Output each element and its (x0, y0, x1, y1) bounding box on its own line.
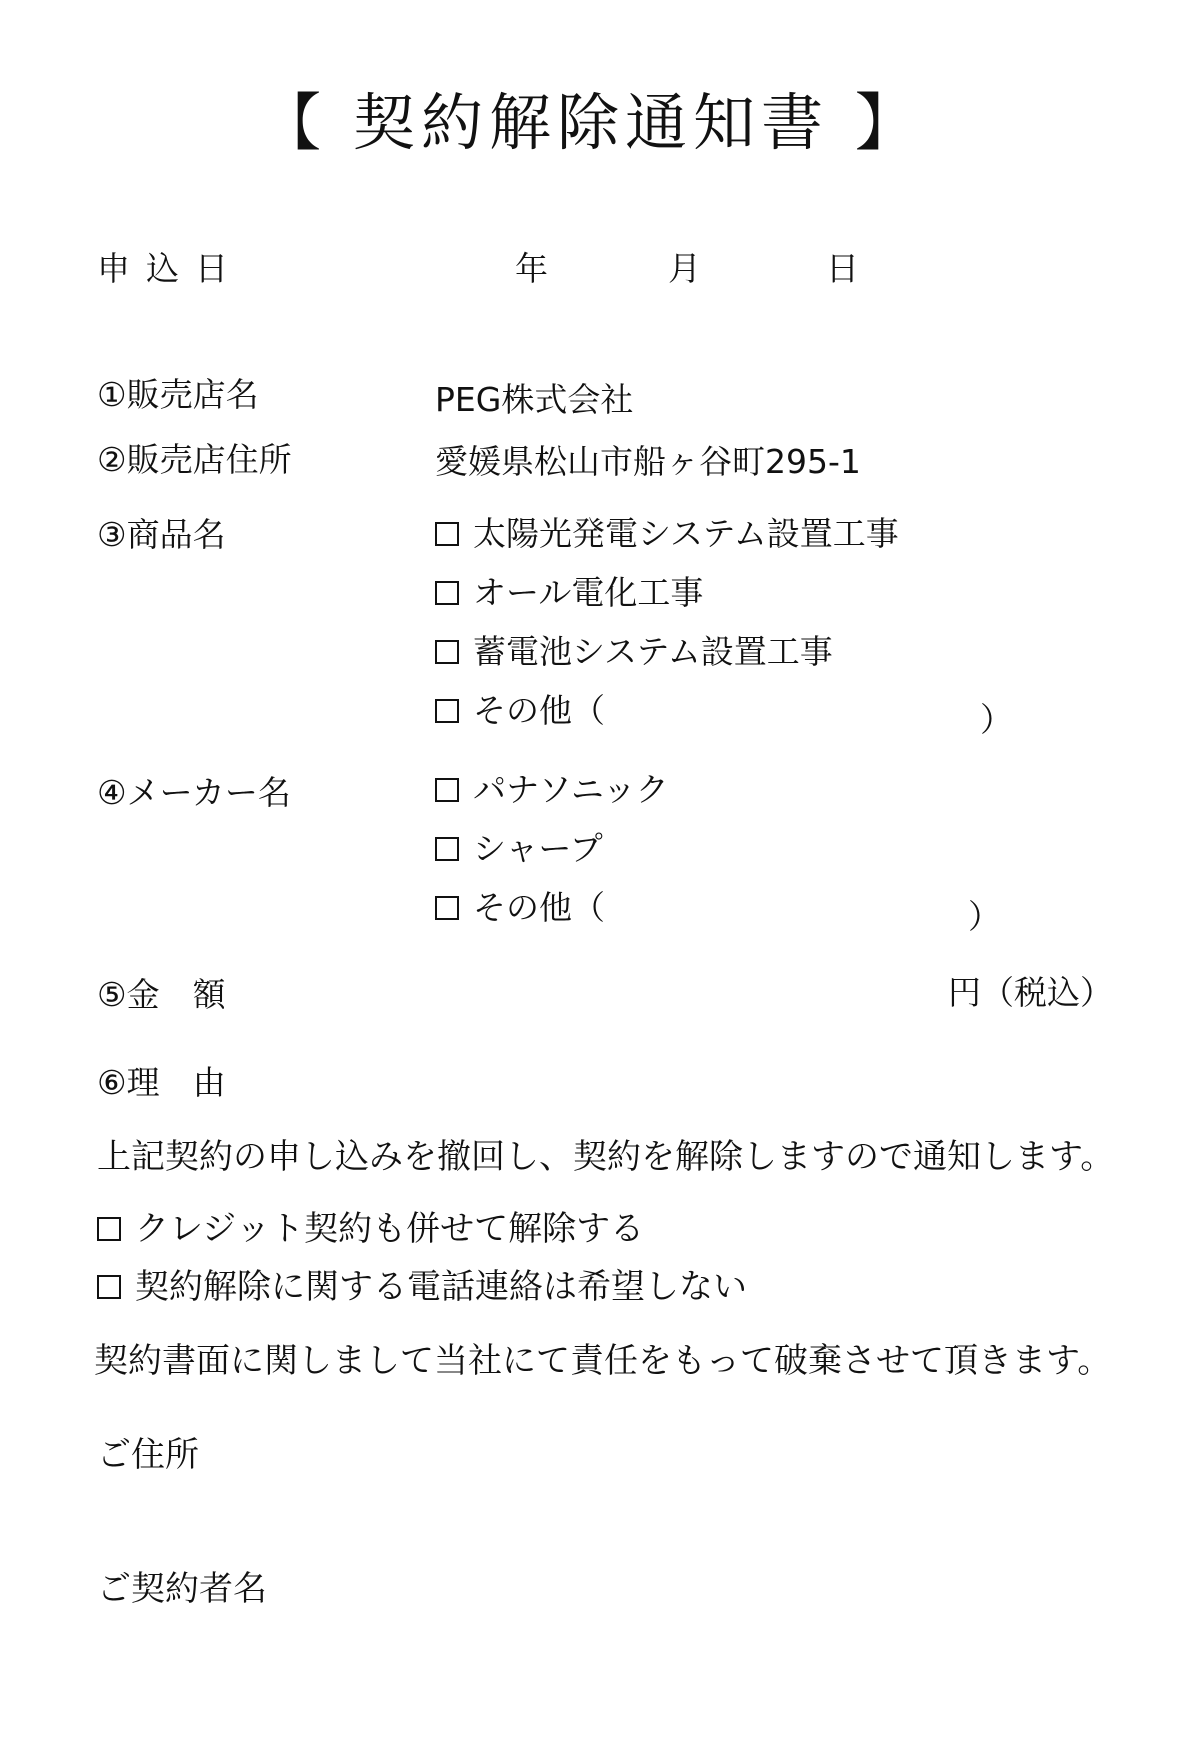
store-name-value: PEG株式会社 (435, 380, 634, 419)
month-label: 月 (668, 249, 701, 288)
product-name-label: ③商品名 (97, 515, 226, 554)
disposal-note: 契約書面に関しまして当社にて責任をもって破棄させて頂きます。 (94, 1341, 1112, 1381)
checkbox[interactable] (435, 778, 459, 802)
amount-label: ⑤金 額 (97, 975, 226, 1014)
product-option-label: 太陽光発電システム設置工事 (473, 514, 899, 553)
checkbox[interactable] (97, 1217, 121, 1241)
maker-name-label: ④メーカー名 (97, 773, 291, 812)
address-label: ご住所 (97, 1435, 199, 1475)
checkbox[interactable] (435, 699, 459, 723)
checkbox[interactable] (435, 640, 459, 664)
product-option-label: 蓄電池システム設置工事 (473, 632, 833, 671)
store-name-label: ①販売店名 (97, 375, 259, 414)
maker-option-label: パナソニック (473, 770, 669, 809)
store-address-value: 愛媛県松山市船ヶ谷町295-1 (435, 442, 861, 481)
checkbox[interactable] (435, 581, 459, 605)
product-option-label: オール電化工事 (473, 573, 704, 612)
year-label: 年 (515, 249, 548, 288)
checkbox[interactable] (435, 837, 459, 861)
product-other-close-paren: ） (980, 700, 1013, 739)
check-label: 契約解除に関する電話連絡は希望しない (135, 1267, 747, 1307)
checkbox[interactable] (435, 522, 459, 546)
product-option-solar[interactable] (435, 514, 899, 553)
product-option-battery[interactable] (435, 632, 833, 671)
day-label: 日 (826, 249, 859, 288)
checkbox[interactable] (435, 896, 459, 920)
cancellation-statement: 上記契約の申し込みを撤回し、契約を解除しますので通知します。 (97, 1137, 1115, 1177)
check-no-phone-contact[interactable] (97, 1267, 747, 1307)
product-option-label: その他（ (473, 691, 605, 730)
check-label: クレジット契約も併せて解除する (135, 1209, 645, 1249)
product-option-other[interactable] (435, 691, 605, 730)
checkbox[interactable] (97, 1275, 121, 1299)
document-title: 【 契約解除通知書 】 (259, 86, 923, 159)
maker-option-panasonic[interactable] (435, 770, 669, 809)
application-date-label: 申込日 (97, 249, 244, 288)
store-address-label: ②販売店住所 (97, 440, 292, 479)
check-cancel-credit[interactable] (97, 1209, 645, 1249)
maker-option-sharp[interactable] (435, 829, 603, 868)
maker-option-label: その他（ (473, 888, 605, 927)
maker-option-other[interactable] (435, 888, 605, 927)
maker-option-label: シャープ (473, 829, 603, 868)
amount-unit: 円（税込） (948, 973, 1113, 1012)
reason-label: ⑥理 由 (97, 1063, 226, 1102)
contractor-name-label: ご契約者名 (97, 1569, 267, 1609)
maker-other-close-paren: ） (968, 897, 1001, 936)
product-option-all-electric[interactable] (435, 573, 704, 612)
